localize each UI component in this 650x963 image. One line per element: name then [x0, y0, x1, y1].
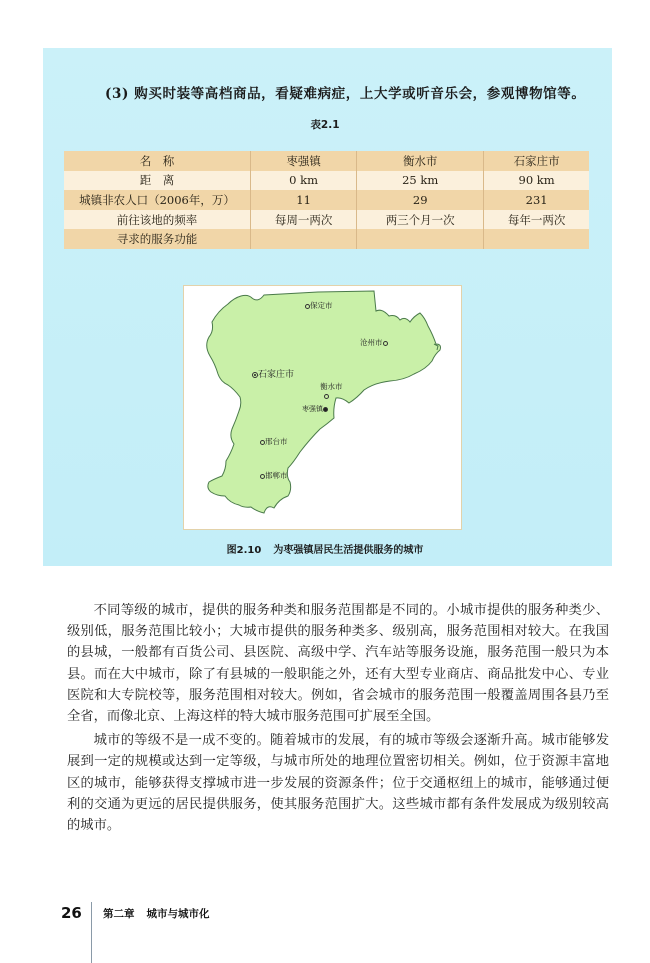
body-text: [67, 600, 609, 839]
city-label-shijiazhuang: 石家庄市: [252, 370, 294, 380]
table-cell: [251, 229, 357, 249]
table-cell: 距 离: [64, 171, 251, 191]
table-row: [64, 210, 589, 230]
table-row: [64, 171, 589, 191]
activity-item-3: (3) 购买时装等高档商品，看疑难病症，上大学或听音乐会，参观博物馆等。: [105, 86, 586, 102]
city-marker-icon: [383, 341, 388, 346]
table-cell: 每周一两次: [251, 210, 357, 230]
table-cell: 29: [357, 190, 484, 210]
city-label-xingtai: 邢台市: [260, 437, 288, 447]
table-header-cell: 衡水市: [357, 151, 484, 171]
page-number: 26: [61, 904, 82, 922]
chapter-title: 城市与城市化: [146, 908, 210, 920]
chapter-number: 第二章: [103, 908, 135, 920]
city-label-handan: 邯郸市: [260, 471, 288, 481]
table-cell: 0 km: [251, 171, 357, 191]
capital-marker-icon: [252, 372, 258, 378]
map-figure: [183, 285, 462, 530]
table-cell: 231: [484, 190, 589, 210]
table-cell: 城镇非农人口（2006年，万）: [64, 190, 251, 210]
table-cell: 每年一两次: [484, 210, 589, 230]
city-label-hengshui: 衡水市: [320, 382, 343, 391]
table-cell: 25 km: [357, 171, 484, 191]
table-header-row: [64, 151, 589, 171]
figure-number: 图2.10: [226, 545, 262, 556]
figure-caption: [0, 541, 650, 556]
table-cell: [357, 229, 484, 249]
city-marker-icon: [324, 394, 329, 399]
city-label-baoding: 保定市: [305, 301, 333, 311]
footer-divider: [91, 902, 92, 963]
table-cell: 两三个月一次: [357, 210, 484, 230]
chapter-header: [103, 906, 210, 921]
table-header-cell: 名 称: [64, 151, 251, 171]
city-label-zaoqiang: 枣强镇: [302, 404, 328, 414]
paragraph: 不同等级的城市，提供的服务种类和服务范围都是不同的。小城市提供的服务种类少、级别低，服务范围比较小；大城市提供的服务种类多、级别高，服务范围相对较大。在我国的县城，一般都有百货公司、县医院、高级中学、汽车站等服务设施，服务范围一般只为本县。而在大中城市，除了有县城的一般职能之外，还有大型专业商店、商品批发中心、专业医院和大专院校等，服务范围相对较大。例如，省会城市的服务范围一般覆盖周围各县乃至全省，而像北京、上海这样的特大城市服务范围可扩展至全国。: [67, 603, 609, 725]
table-row: [64, 190, 589, 210]
table-cell: 11: [251, 190, 357, 210]
table-cell: [484, 229, 589, 249]
table-header-cell: 枣强镇: [251, 151, 357, 171]
city-label-cangzhou: 沧州市: [360, 338, 388, 348]
hengshui-marker: [324, 391, 329, 401]
table-title: 表2.1: [310, 119, 340, 131]
service-table: [64, 151, 589, 249]
paragraph: 城市的等级不是一成不变的。随着城市的发展，有的城市等级会逐渐升高。城市能够发展到一定的规模或达到一定等级，与城市所处的地理位置密切相关。例如，位于资源丰富地区的城市，能够获得支撑城市进一步发展的资源条件；位于交通枢纽上的城市，能够通过便利的交通为更远的居民提供服务，使其服务范围扩大。这些城市都有条件发展成为级别较高的城市。: [67, 733, 609, 834]
table-cell: 90 km: [484, 171, 589, 191]
figure-caption-text: 为枣强镇居民生活提供服务的城市: [273, 545, 424, 556]
table-cell: 前往该地的频率: [64, 210, 251, 230]
table-row: [64, 229, 589, 249]
table-cell: 寻求的服务功能: [64, 229, 251, 249]
table-header-cell: 石家庄市: [484, 151, 589, 171]
town-marker-icon: [323, 407, 328, 412]
